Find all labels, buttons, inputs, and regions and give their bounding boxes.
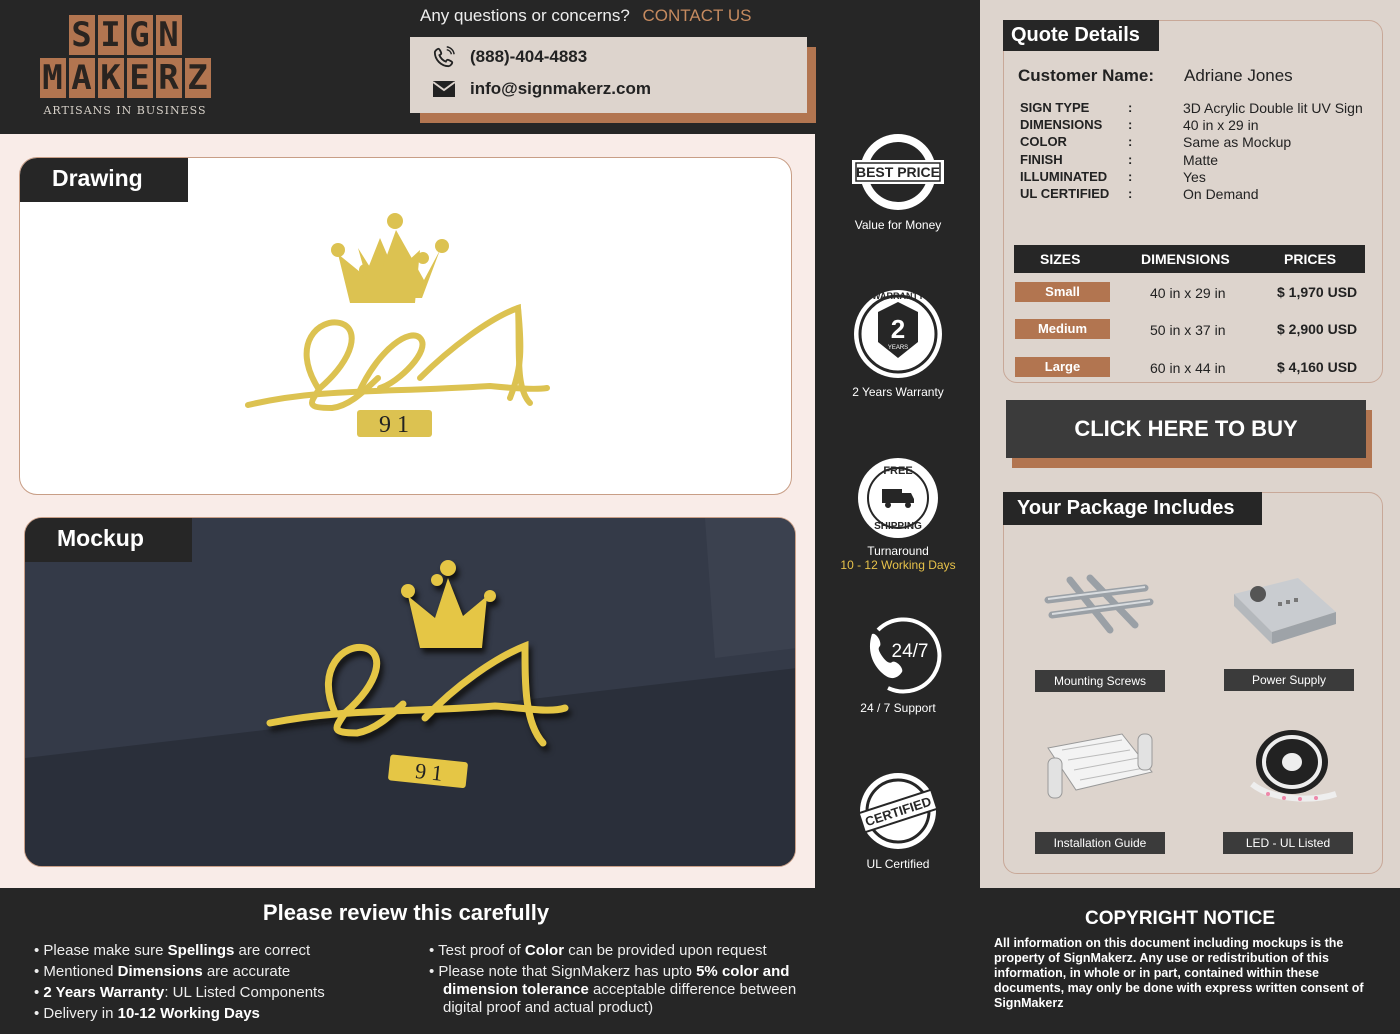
mockup-badge-text: 9 1 [413, 758, 444, 786]
question-text: Any questions or concerns? [420, 6, 630, 25]
power-supply-icon [1228, 572, 1340, 648]
review-item-post: : UL Listed Components [164, 984, 325, 1001]
review-item-bold: 10-12 Working Days [117, 1005, 260, 1022]
package-item: Power Supply [1224, 669, 1354, 691]
logo-letter: I [98, 15, 124, 55]
logo-letter: K [98, 58, 124, 98]
size-large-button[interactable]: Large [1015, 357, 1110, 377]
size-small-button[interactable]: Small [1015, 282, 1110, 302]
review-item: • Please note that SignMakerz has upto 5% color and dimension tolerance acceptable difference between digital proof and actual product) [429, 963, 797, 1016]
spec-colon: : [1128, 134, 1133, 149]
spec-label: ILLUMINATED [1020, 169, 1108, 184]
size-medium-button[interactable]: Medium [1015, 319, 1110, 339]
review-item-bold: Color [524, 942, 565, 959]
package-item: Mounting Screws [1035, 670, 1165, 692]
copyright-title: COPYRIGHT NOTICE [1084, 908, 1275, 929]
feature-label: UL Certified [866, 857, 930, 871]
feature-shipping [838, 455, 958, 572]
phone-icon [432, 46, 456, 68]
mockup-title: Mockup [25, 518, 192, 562]
logo-letter: M [40, 58, 66, 98]
spec-label: UL CERTIFIED [1020, 186, 1110, 201]
price-table-header [1014, 245, 1365, 273]
drawing-title: Drawing [20, 158, 188, 202]
col-prices: PRICES [1284, 251, 1337, 267]
feature-warranty [838, 290, 958, 399]
spec-colon: : [1128, 100, 1133, 115]
review-item-pre: Mentioned [43, 963, 118, 980]
spec-value: Matte [1183, 152, 1219, 168]
free-shipping-icon [848, 455, 948, 541]
feature-label: Value for Money [854, 218, 942, 232]
logo-letter: S [69, 15, 95, 55]
spec-colon: : [1128, 169, 1133, 184]
mockup-card [24, 517, 796, 867]
review-item-bold: 2 Years Warranty [43, 984, 165, 1001]
feature-label: 2 Years Warranty [852, 385, 944, 399]
review-item: • Test proof of Color can be provided upon request [429, 942, 767, 959]
brand-tagline: ARTISANS IN BUSINESS [43, 104, 207, 117]
support-24-7-icon [848, 612, 948, 698]
package-title: Your Package Includes [1003, 492, 1262, 525]
row-dimensions: 50 in x 37 in [1150, 322, 1226, 338]
contact-us-link[interactable]: CONTACT US [642, 6, 752, 25]
contact-prompt [420, 6, 751, 26]
review-item-pre: Please note that SignMakerz has upto [438, 963, 697, 980]
feature-best-price [838, 130, 958, 232]
logo-letter: Z [185, 58, 211, 98]
mockup-artwork [25, 518, 796, 867]
spec-value: Yes [1183, 169, 1206, 185]
spec-label: DIMENSIONS [1020, 117, 1103, 132]
review-item-bold: Spellings [167, 942, 235, 959]
phone-number: (888)-404-4883 [470, 47, 588, 66]
spec-value: 40 in x 29 in [1183, 117, 1259, 133]
warranty-badge-num: 2 [890, 314, 906, 344]
package-item: LED - UL Listed [1223, 832, 1353, 854]
review-item-post: acceptable difference between digital proof and actual product) [443, 981, 797, 1016]
email-address: info@signmakerz.com [470, 79, 651, 98]
quote-title: Quote Details [1003, 20, 1159, 51]
review-item: • Please make sure Spellings are correct [34, 942, 311, 959]
review-list-left [34, 942, 424, 1023]
review-item-post: are correct [234, 942, 311, 959]
buy-button[interactable]: CLICK HERE TO BUY [1006, 400, 1366, 458]
review-item-pre: Delivery in [43, 1005, 118, 1022]
review-item-bold: Dimensions [117, 963, 203, 980]
warranty-icon [848, 290, 948, 382]
shipping-badge-top: FREE [883, 465, 913, 477]
feature-label: Turnaround [867, 544, 929, 558]
col-dimensions: DIMENSIONS [1141, 251, 1230, 267]
installation-guide-icon [1042, 728, 1158, 804]
warranty-badge-top: WARRANTY [872, 291, 924, 301]
spec-label: COLOR [1020, 134, 1067, 149]
spec-value: On Demand [1183, 186, 1259, 202]
mounting-screws-icon [1040, 570, 1158, 640]
review-item-pre: Test proof of [438, 942, 525, 959]
row-price: $ 4,160 USD [1277, 359, 1358, 375]
drawing-artwork [20, 158, 792, 495]
drawing-card [19, 157, 792, 495]
spec-colon: : [1128, 117, 1133, 132]
shipping-badge-bottom: SHIPPING [874, 521, 922, 532]
logo-letter: G [127, 15, 153, 55]
review-list-right [429, 942, 814, 1017]
spec-label: SIGN TYPE [1020, 100, 1090, 115]
spec-label: FINISH [1020, 152, 1063, 167]
logo-letter: R [156, 58, 182, 98]
row-price: $ 2,900 USD [1277, 321, 1358, 337]
row-price: $ 1,970 USD [1277, 284, 1358, 300]
proof-panel [0, 134, 815, 888]
certified-icon [848, 768, 948, 854]
phone-row[interactable] [432, 46, 587, 68]
review-item: • 2 Years Warranty: UL Listed Components [34, 984, 325, 1001]
support-badge: 24/7 [891, 641, 929, 662]
spec-value: Same as Mockup [1183, 134, 1292, 150]
col-sizes: SIZES [1040, 251, 1081, 267]
customer-label: Customer Name: [1018, 66, 1155, 85]
review-title: Please review this carefully [262, 900, 550, 925]
feature-highlight: 10 - 12 Working Days [840, 558, 956, 572]
row-dimensions: 40 in x 29 in [1150, 285, 1226, 301]
row-dimensions: 60 in x 44 in [1150, 360, 1226, 376]
spec-colon: : [1128, 152, 1133, 167]
review-item: • Delivery in 10-12 Working Days [34, 1005, 260, 1022]
logo-letter: E [127, 58, 153, 98]
brand-logo[interactable] [22, 12, 228, 124]
best-price-icon [848, 130, 948, 215]
email-row[interactable] [432, 79, 651, 99]
review-item: • Mentioned Dimensions are accurate [34, 963, 291, 980]
feature-label: 24 / 7 Support [860, 701, 936, 715]
logo-letter: N [156, 15, 182, 55]
feature-support [838, 612, 958, 715]
drawing-badge-text: 9 1 [379, 412, 409, 438]
package-item: Installation Guide [1035, 832, 1165, 854]
best-price-badge: BEST PRICE [855, 164, 941, 180]
warranty-badge-sub: YEARS [887, 345, 909, 351]
logo-letter: A [69, 58, 95, 98]
contact-box [410, 37, 807, 113]
copyright-text: All information on this document including mockups is the property of SignMakerz. Any use or redistribution of this information, in whole or in part, contained within these documents, may only be done with express written consent of SignMakerz [994, 936, 1364, 1010]
review-item-bold: 5% color and dimension tolerance [443, 963, 790, 998]
feature-certified [838, 768, 958, 871]
review-item-post: are accurate [202, 963, 291, 980]
certified-badge: CERTIFIED [863, 793, 934, 830]
review-item-pre: Please make sure [43, 942, 168, 959]
spec-value: 3D Acrylic Double lit UV Sign [1183, 100, 1363, 116]
led-strip-icon [1232, 724, 1340, 806]
envelope-icon [432, 80, 456, 98]
customer-name: Adriane Jones [1184, 66, 1293, 85]
spec-colon: : [1128, 186, 1133, 201]
review-item-post: can be provided upon request [564, 942, 767, 959]
